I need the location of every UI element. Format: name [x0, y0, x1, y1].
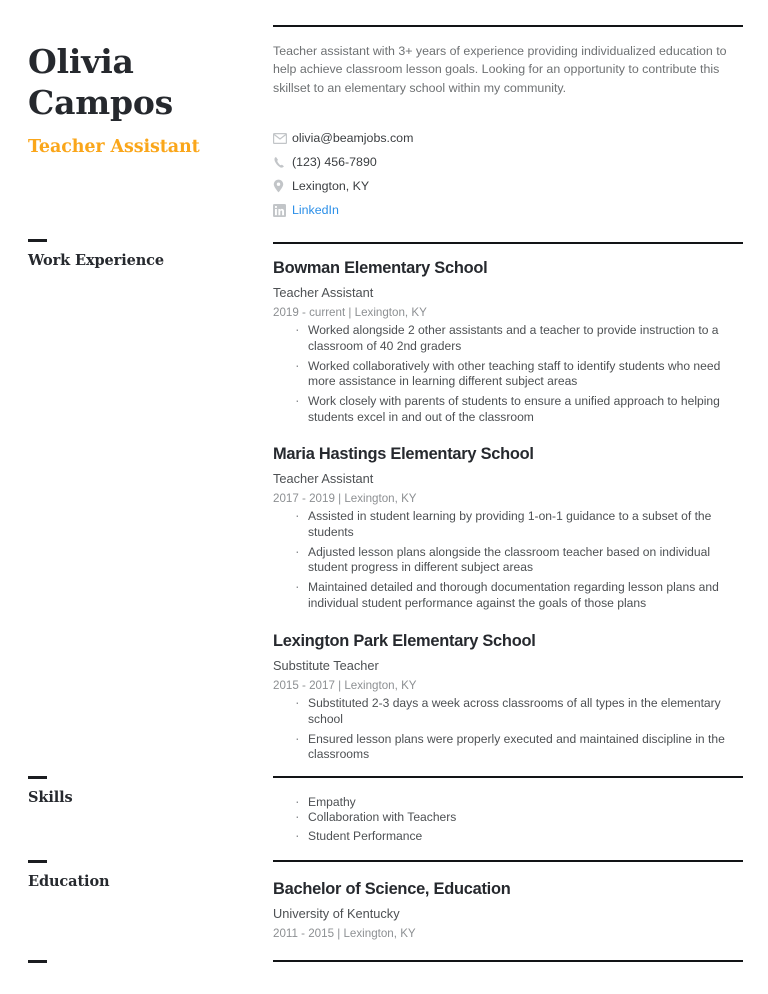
- list-item: · Work closely with parents of students to ensure a unified approach to helping students excel in and out of the classroom: [273, 394, 743, 425]
- resume-main: [273, 0, 743, 994]
- education-school: University of Kentucky: [273, 906, 400, 921]
- list-item: · Assisted in student learning by providing 1-on-1 guidance to a subset of the students: [273, 509, 743, 540]
- education-degree: Bachelor of Science, Education: [273, 880, 511, 898]
- section-dash-icon: [28, 239, 47, 242]
- section-rule-footer: [273, 960, 743, 962]
- experience-meta: 2017 - 2019 | Lexington, KY: [273, 492, 417, 505]
- experience-bullet-list: [273, 509, 743, 611]
- experience-role: Substitute Teacher: [273, 658, 379, 673]
- experience-bullet-list: [273, 323, 743, 425]
- sidebar-section-skills: [28, 776, 254, 807]
- list-item: · Empathy: [273, 795, 743, 810]
- contact-linkedin-link[interactable]: LinkedIn: [292, 203, 339, 217]
- location-pin-icon: [273, 179, 292, 193]
- section-dash-icon: [28, 860, 47, 863]
- experience-role: Teacher Assistant: [273, 471, 374, 486]
- linkedin-icon: [273, 204, 292, 217]
- sidebar-label-work-experience: Work Experience: [28, 252, 165, 269]
- experience-organization: Lexington Park Elementary School: [273, 632, 536, 650]
- list-item: · Collaboration with Teachers: [273, 810, 743, 825]
- section-rule-education: [273, 860, 743, 862]
- contact-location-text: Lexington, KY: [292, 179, 370, 193]
- job-title: Teacher Assistant: [28, 137, 200, 157]
- identity-block: [28, 41, 253, 158]
- envelope-icon: [273, 133, 292, 144]
- sidebar-section-work-experience: [28, 239, 254, 270]
- section-dash-icon: [28, 776, 47, 779]
- list-item: · Student Performance: [273, 829, 743, 844]
- experience-entry: [273, 444, 743, 611]
- resume-sidebar: [0, 0, 262, 994]
- experience-meta: 2015 - 2017 | Lexington, KY: [273, 679, 417, 692]
- experience-organization: Maria Hastings Elementary School: [273, 445, 534, 463]
- experience-meta: 2019 - current | Lexington, KY: [273, 306, 427, 319]
- skills-list: [273, 795, 743, 843]
- contact-phone-text: (123) 456-7890: [292, 155, 377, 169]
- contact-row-phone[interactable]: [273, 150, 673, 174]
- professional-summary: Teacher assistant with 3+ years of experience providing individualized education to help achieve classroom lesson goals. Looking for an opportunity to contribute this skillset to an elementary school within my community.: [273, 44, 727, 95]
- sidebar-section-education: [28, 860, 254, 891]
- sidebar-section-empty: [28, 960, 254, 973]
- phone-icon: [273, 156, 292, 169]
- experience-organization: Bowman Elementary School: [273, 259, 488, 277]
- contact-row-linkedin[interactable]: [273, 198, 673, 222]
- section-dash-icon: [28, 960, 47, 963]
- section-rule-skills: [273, 776, 743, 778]
- contact-email-text: olivia@beamjobs.com: [292, 131, 414, 145]
- first-name: Olivia: [28, 42, 134, 81]
- list-item: · Worked collaboratively with other teaching staff to identify students who need more assistance in learning different subject areas: [273, 359, 743, 390]
- education-entry: [273, 879, 743, 941]
- section-rule-work-experience: [273, 242, 743, 244]
- list-item: · Adjusted lesson plans alongside the classroom teacher based on individual student progress in different subject areas: [273, 545, 743, 576]
- list-item: · Substituted 2-3 days a week across classrooms of all types in the elementary school: [273, 696, 743, 727]
- sidebar-label-skills: Skills: [28, 789, 73, 806]
- contact-list: [273, 126, 673, 222]
- last-name: Campos: [28, 83, 174, 122]
- list-item: · Worked alongside 2 other assistants and a teacher to provide instruction to a classroom of 40 2nd graders: [273, 323, 743, 354]
- list-item: · Ensured lesson plans were properly executed and maintained discipline in the classrooms: [273, 732, 743, 763]
- experience-bullet-list: [273, 696, 743, 763]
- contact-row-location[interactable]: [273, 174, 673, 198]
- section-rule-header: [273, 25, 743, 27]
- experience-role: Teacher Assistant: [273, 285, 374, 300]
- experience-entry: [273, 258, 743, 425]
- experience-entry: [273, 631, 743, 763]
- sidebar-label-education: Education: [28, 873, 110, 890]
- contact-row-email[interactable]: [273, 126, 673, 150]
- education-meta: 2011 - 2015 | Lexington, KY: [273, 927, 416, 940]
- list-item: · Maintained detailed and thorough documentation regarding lesson plans and individual student performance against the goals of those plans: [273, 580, 743, 611]
